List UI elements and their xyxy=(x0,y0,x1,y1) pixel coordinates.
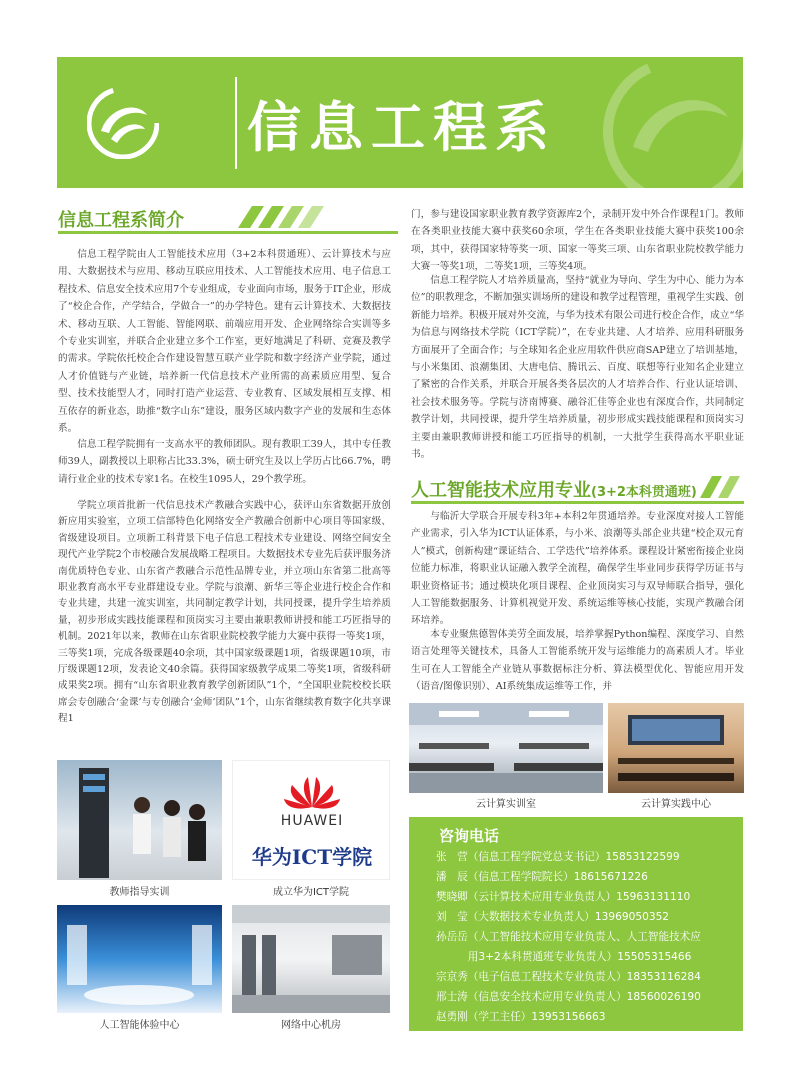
contact-row: 宗京秀（电子信息工程技术专业负责人）18353116284 xyxy=(436,971,701,983)
swirl-logo-icon xyxy=(87,87,159,159)
teacher-illustration-icon xyxy=(57,760,222,880)
contact-row: 张 营（信息工程学院党总支书记）15853122599 xyxy=(436,851,680,863)
intro-heading: 信息工程系简介 xyxy=(58,206,398,230)
ai-center-illustration-icon xyxy=(57,905,222,1013)
ai-paragraph-1: 与临沂大学联合开展专科3年+本科2年贯通培养。专业深度对接人工智能产业需求，引入华为ICT认证体系，与小米、浪潮等头部企业共建“校企双元育人”模式，创新构建“课证结合、工学迭代”培养体系。课程设计紧密衔接企业岗位能力标准，将职业认证融入教学全流程，确保学生毕业同步获得学历证书与职业资格证书；通过模块化项目课程、企业顶岗实习与双导师联合指导，强化人工智能数据服务、计算机视觉开发、系统运维等核心技能，实现产教融合闭环培养。 xyxy=(411,511,744,627)
contact-title: 咨询电话 xyxy=(439,827,500,845)
photo-teacher-guidance xyxy=(57,760,222,880)
intro-col2-paragraph-2: 信息工程学院人才培养质量高，坚持“就业为导向、学生为中心、能力为本位”的职教理念，不断加强实训场所的建设和教学过程管理，重视学生实践、创新能力培养。积极开展对外交流，与华为技术有限公司进行校企合作，成立“华为信息与网络技术学院（ICT学院）”，在专业共建、人才培养、应用科研服务方面展开了全面合作；与全球知名企业应用软件供应商SAP建立了培训基地，与小米集团、浪潮集团、大唐电信、腾讯云、百度、联想等行业知名企业建立了紧密的合作关系，并联合开展各类各层次的人才培养合作、行业认证培训、社会技术服务等。学院与济南博赛、融谷汇佳等企业也有深度合作，共同制定教学计划，共同授课，提升学生培养质量，初步形成实践技能课程和顶岗实习主要由兼职教师讲授和能工巧匠指导的机制，一大批学生获得高水平职业证书。 xyxy=(411,275,744,461)
intro-paragraph-2: 信息工程学院拥有一支高水平的教师团队。现有教职工39人，其中专任教师39人，副教授以上职称占比33.3%，硕士研究生及以上学历占比66.7%，聘请行业企业的技术专家1名。在校生1095人，29个教学班。 xyxy=(58,439,391,485)
photo-ai-experience xyxy=(57,905,222,1013)
photo-caption: 成立华为ICT学院 xyxy=(272,887,350,898)
photo-caption: 云计算实践中心 xyxy=(641,799,711,810)
contact-row: 邢士涛（信息安全技术应用专业负责人）18560026190 xyxy=(436,991,701,1003)
contact-box xyxy=(409,817,743,1031)
practice-center-illustration-icon xyxy=(608,703,744,793)
page-title: 信息工程系 xyxy=(247,96,557,159)
photo-caption: 网络中心机房 xyxy=(281,1020,341,1031)
heading-underline xyxy=(58,231,398,234)
photo-caption: 云计算实训室 xyxy=(476,799,536,810)
lab-illustration-icon xyxy=(409,703,603,793)
contact-row: 潘 辰（信息工程学院院长）18615671226 xyxy=(436,871,648,883)
photo-huawei-ict xyxy=(232,760,390,880)
stripes-decoration xyxy=(228,206,338,228)
photo-caption: 教师指导实训 xyxy=(109,887,170,898)
intro-paragraph-3: 学院立项首批新一代信息技术产教融合实践中心，获评山东省数据开放创新应用实验室，立项工信部特色化网络安全产教融合创新中心项目等国家级、省级建设项目。立项新工科背景下电子信息工程技术专业建设、网络空间安全现代产业学院2个市校融合发展战略工程项目。大数据技术专业先后获评服务济南优质特色专业、山东省产教融合示范性品牌专业，并立项山东省第二批高等职业教育高水平专业群建设专业。学院与浪潮、新华三等企业进行校企合作和专业共建，共建一流实训室，共同制定教学计划，共同授课，提升学生培养质量，初步形成实践技能课程和顶岗实习主要由兼职教师讲授和能工巧匠指导的机制。2021年以来，教师在山东省职业院校教学能力大赛中获得一等奖1项，三等奖1项，完成各级课题40余项，其中国家级课题1项，省级课题10项，市厅级课题12项，发表论文40余篇。获得国家级教学成果二等奖1项，省级科研成果奖2项。拥有“山东省职业教育教学创新团队”1个，“全国职业院校校长联席会专创融合‘金课’与专创融合‘金师’团队”1个，山东省继续教育数字化共享课程1 xyxy=(58,500,391,725)
header-banner xyxy=(57,57,743,188)
contact-row: 赵勇刚（学工主任）13953156663 xyxy=(436,1011,606,1023)
heading-underline xyxy=(411,501,744,504)
ai-heading xyxy=(411,476,744,500)
ai-heading-main: 人工智能技术应用专业 xyxy=(411,480,591,501)
photo-caption: 人工智能体验中心 xyxy=(99,1020,180,1031)
ai-heading-small: (3+2本科贯通班) xyxy=(591,485,697,500)
intro-paragraph-1: 信息工程学院由人工智能技术应用（3+2本科贯通班）、云计算技术与应用、大数据技术与应用、移动互联应用技术、人工智能技术应用、电子信息工程技术、信息安全技术应用7个专业组成，专业面向市场，服务于IT企业，形成了“校企合作，产学结合，学做合一”的办学特色。建有云计算技术、大数据技术、移动互联、人工智能、智能网联、前端应用开发、企业网络综合实训等多个专业实训室，并联合企业建立多个工作室，更好地满足了科研、竞赛及教学的需求。学院依托校企合作建设智慧互联产业学院和数字经济产业学院，通过人才价值链与产业链，培养新一代信息技术产业所需的高素质应用型、复合型、技术技能型人才，同时打造产业运营、专业教育、区域发展相互支撑、相互依存的新业态，助推“数字山东”建设，服务区域内数字产业的发展和生态体系。 xyxy=(58,249,391,435)
huawei-brand-text: HUAWEI xyxy=(280,813,344,829)
contact-row: 用3+2本科贯通班专业负责人）15505315466 xyxy=(436,951,692,963)
intro-col2-paragraph-1: 门，参与建设国家职业教育教学资源库2个，录制开发中外合作课程1门。教师在各类职业技能大赛中获奖60余项，学生在各类职业技能大赛中获奖100余项，其中，获得国家特等奖一项、国家一等奖三项、山东省职业院校教学能力大赛一等奖1项，二等奖1项，三等奖4项。 xyxy=(411,209,744,273)
banner-separator xyxy=(235,77,237,169)
huawei-ict-text: 华为ICT学院 xyxy=(251,845,373,869)
server-room-illustration-icon xyxy=(232,905,390,1013)
contact-row: 樊晓卿（云计算技术应用专业负责人）15963131110 xyxy=(436,891,691,903)
photo-cloud-center xyxy=(608,703,744,793)
stripes-decoration xyxy=(696,476,746,498)
photo-cloud-lab xyxy=(409,703,603,793)
watermark-swirl-icon xyxy=(603,57,743,188)
photo-network-room xyxy=(232,905,390,1013)
contact-row: 刘 莹（大数据技术专业负责人）13969050352 xyxy=(436,911,670,923)
contact-row: 孙岳岳（人工智能技术应用专业负责人、人工智能技术应 xyxy=(436,931,701,943)
ai-paragraph-2: 本专业聚焦德智体美劳全面发展，培养掌握Python编程、深度学习、自然语言处理等关键技术，具备人工智能系统开发与运维能力的高素质人才。毕业生可在人工智能全产业链从事数据标注分析、算法模型优化、智能应用开发（语音/图像识别）、AI系统集成运维等工作，并 xyxy=(411,629,744,693)
